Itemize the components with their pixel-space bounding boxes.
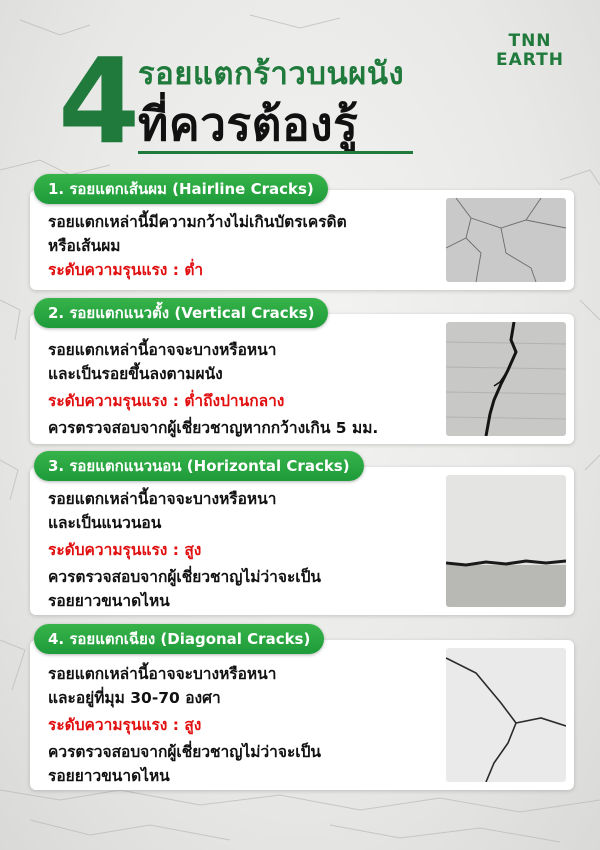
title-line-1: รอยแตกร้าวบนผนัง xyxy=(138,56,405,92)
hairline-crack-photo xyxy=(446,198,566,282)
card-diagonal-cracks xyxy=(30,640,574,790)
card-4-advice-line-1: ควรตรวจสอบจากผู้เชี่ยวชาญไม่ว่าจะเป็น xyxy=(48,743,322,761)
card-2-desc-line-2: และเป็นรอยขึ้นลงตามผนัง xyxy=(48,365,223,383)
title-line-2: ที่ควรต้องรู้ xyxy=(138,97,359,151)
logo-line-2: EARTH xyxy=(496,50,564,70)
card-3-desc-line-1: รอยแตกเหล่านี้อาจจะบางหรือหนา xyxy=(48,490,277,508)
logo-line-1: TNN xyxy=(508,31,552,51)
title-underline xyxy=(138,151,413,154)
card-2-severity: ระดับความรุนแรง : ต่ำถึงปานกลาง xyxy=(48,392,285,410)
card-4-advice-line-2: รอยยาวขนาดไหน xyxy=(48,767,170,785)
card-vertical-cracks xyxy=(30,314,574,444)
card-1-desc-line-2: หรือเส้นผม xyxy=(48,237,121,255)
card-2-desc-line-1: รอยแตกเหล่านี้อาจจะบางหรือหนา xyxy=(48,341,277,359)
card-1-severity: ระดับความรุนแรง : ต่ำ xyxy=(48,261,204,279)
card-2-heading: 2. รอยแตกแนวตั้ง (Vertical Cracks) xyxy=(34,298,328,328)
card-4-severity: ระดับความรุนแรง : สูง xyxy=(48,716,202,734)
diagonal-crack-photo xyxy=(446,648,566,782)
card-3-advice-line-1: ควรตรวจสอบจากผู้เชี่ยวชาญไม่ว่าจะเป็น xyxy=(48,568,322,586)
vertical-crack-photo xyxy=(446,322,566,436)
card-hairline-cracks xyxy=(30,190,574,290)
card-3-severity: ระดับความรุนแรง : สูง xyxy=(48,541,202,559)
card-4-desc-line-1: รอยแตกเหล่านี้อาจจะบางหรือหนา xyxy=(48,665,277,683)
card-3-advice-line-2: รอยยาวขนาดไหน xyxy=(48,592,170,610)
card-horizontal-cracks xyxy=(30,467,574,615)
card-2-advice-line-1: ควรตรวจสอบจากผู้เชี่ยวชาญหากกว้างเกิน 5 มม. xyxy=(48,419,379,437)
card-4-desc-line-2: และอยู่ที่มุม 30-70 องศา xyxy=(48,689,221,707)
horizontal-crack-photo xyxy=(446,475,566,607)
card-1-desc-line-1: รอยแตกเหล่านี้มีความกว้างไม่เกินบัตรเครดิต xyxy=(48,213,347,231)
card-3-desc-line-2: และเป็นแนวนอน xyxy=(48,514,162,532)
card-3-heading: 3. รอยแตกแนวนอน (Horizontal Cracks) xyxy=(34,451,364,481)
card-1-heading: 1. รอยแตกเส้นผม (Hairline Cracks) xyxy=(34,174,328,204)
tnn-earth-logo xyxy=(490,32,570,70)
card-4-heading: 4. รอยแตกเฉียง (Diagonal Cracks) xyxy=(34,624,324,654)
big-number-four: 4 xyxy=(58,32,137,170)
